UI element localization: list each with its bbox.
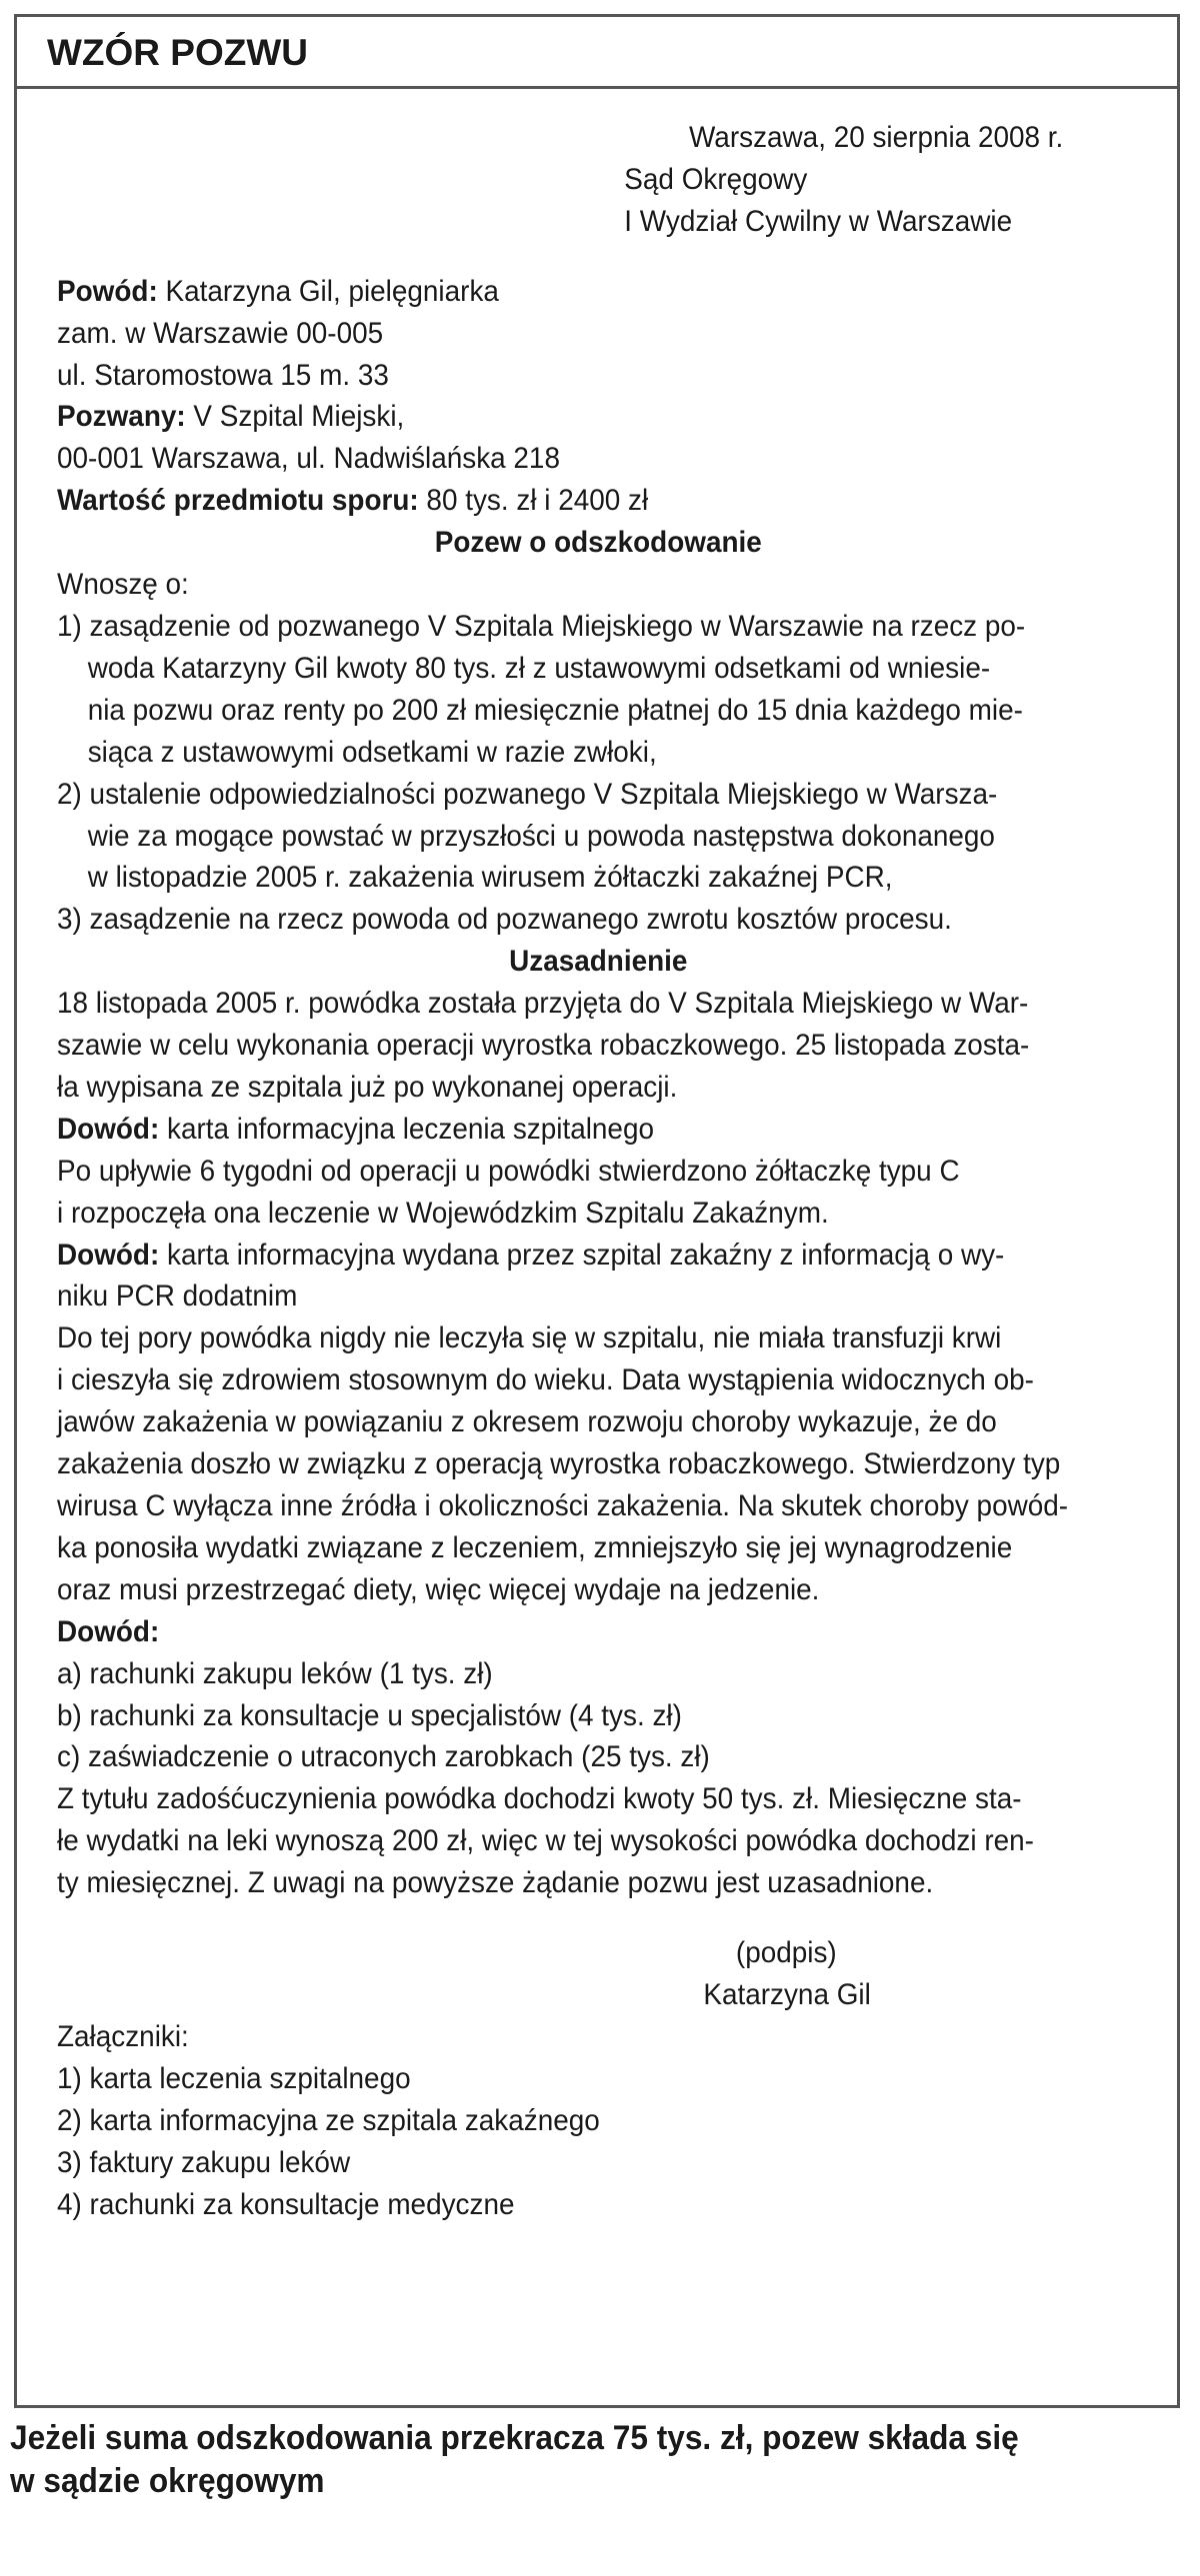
justification-p1-line-1: 18 listopada 2005 r. powódka została przyjęta do V Szpitala Miejskiego w War- — [57, 987, 1029, 1021]
plaintiff-line — [57, 271, 1140, 313]
claim-3-line-1: 3) zasądzenie na rzecz powoda od pozwanego zwrotu kosztów procesu. — [57, 903, 952, 937]
claim-1-line-2: woda Katarzyny Gil kwoty 80 tys. zł z ustawowymi odsetkami od wniesie- — [87, 651, 991, 685]
dispute-value: 80 tys. zł i 2400 zł — [418, 484, 649, 518]
justification-p3-line-5: wirusa C wyłącza inne źródła i okoliczności zakażenia. Na skutek choroby powód- — [57, 1489, 1069, 1522]
plaintiff-address-2: ul. Staromostowa 15 m. 33 — [57, 358, 389, 392]
plaintiff-value: Katarzyna Gil, pielęgniarka — [157, 274, 499, 308]
claim-1-line-3: nia pozwu oraz renty po 200 zł miesięcznie płatnej do 15 dnia każdego mie- — [87, 693, 1023, 727]
evidence-item: a) rachunki zakupu leków (1 tys. zł) — [57, 1656, 493, 1690]
dispute-value-line — [57, 480, 1140, 522]
signature-placeholder: (podpis) — [735, 1936, 837, 1970]
attachment-item: 2) karta informacyjna ze szpitala zakaźnego — [57, 2103, 600, 2137]
attachment-item: 3) faktury zakupu leków — [57, 2145, 351, 2179]
evidence-item: c) zaświadczenie o utraconych zarobkach (25 tys. zł) — [57, 1740, 710, 1774]
evidence-1-line — [57, 1109, 1140, 1151]
attachment-item: 1) karta leczenia szpitalnego — [57, 2061, 411, 2095]
justification-p4-line-3: ty miesięcznej. Z uwagi na powyższe żądanie pozwu jest uzasadnione. — [57, 1866, 934, 1900]
evidence-2-line-1 — [57, 1235, 1140, 1277]
claim-2-line-2: wie za mogące powstać w przyszłości u powoda następstwa dokonanego — [87, 819, 995, 853]
dispute-value-label: Wartość przedmiotu sporu: — [57, 484, 419, 518]
evidence-1-text: karta informacyjna leczenia szpitalnego — [159, 1112, 654, 1146]
evidence-2-line-2: niku PCR dodatnim — [57, 1280, 298, 1313]
document-title: WZÓR POZWU — [47, 31, 309, 73]
plaintiff-address-1: zam. w Warszawie 00-005 — [57, 316, 384, 350]
justification-p2-line-1: Po upływie 6 tygodni od operacji u powódki stwierdzono żółtaczkę typu C — [57, 1154, 960, 1188]
evidence-3-label: Dowód: — [57, 1614, 160, 1648]
justification-p3-line-1: Do tej pory powódka nigdy nie leczyła się w szpitalu, nie miała transfuzji krwi — [57, 1321, 1002, 1355]
defendant-address: 00-001 Warszawa, ul. Nadwiślańska 218 — [57, 442, 560, 476]
justification-p3-line-2: i cieszyła się zdrowiem stosownym do wieku. Data wystąpienia widocznych ob- — [57, 1363, 1034, 1397]
defendant-value: V Szpital Miejski, — [185, 400, 405, 434]
evidence-2-text: karta informacyjna wydana przez szpital zakaźny z informacją o wy- — [159, 1238, 1005, 1272]
footer-line-1: Jeżeli suma odszkodowania przekracza 75 tys. zł, pozew składa się — [10, 2419, 1019, 2457]
attachments-label: Załączniki: — [57, 2019, 189, 2053]
footer-note — [10, 2417, 1107, 2503]
justification-p3-line-4: zakażenia doszło w związku z operacją wyrostka robaczkowego. Stwierdzony typ — [57, 1447, 1061, 1481]
justification-p3-line-6: ka ponosiła wydatki związane z leczeniem, zmniejszyło się jej wynagrodzenie — [57, 1530, 1013, 1564]
evidence-2-label: Dowód: — [57, 1238, 160, 1272]
claim-1-line-1: 1) zasądzenie od pozwanego V Szpitala Miejskiego w Warszawie na rzecz po- — [57, 609, 1026, 643]
evidence-3-label-line — [57, 1611, 1140, 1653]
court-name: Sąd Okręgowy — [624, 162, 808, 196]
justification-p4-line-1: Z tytułu zadośćuczynienia powódka dochodzi kwoty 50 tys. zł. Miesięczne sta- — [57, 1782, 1022, 1816]
justification-p1-line-2: szawie w celu wykonania operacji wyrostka robaczkowego. 25 listopada zosta- — [57, 1029, 1030, 1063]
defendant-line — [57, 396, 1140, 438]
justification-p1-line-3: ła wypisana ze szpitala już po wykonanej operacji. — [57, 1070, 678, 1104]
evidence-1-label: Dowód: — [57, 1112, 160, 1146]
attachment-item: 4) rachunki za konsultacje medyczne — [57, 2187, 515, 2221]
claim-2-line-3: w listopadzie 2005 r. zakażenia wirusem żółtaczki zakaźnej PCR, — [87, 861, 893, 895]
footer-line-2: w sądzie okręgowym — [10, 2462, 325, 2500]
claim-2-line-1: 2) ustalenie odpowiedzialności pozwanego V Szpitala Miejskiego w Warsza- — [57, 777, 998, 811]
date-line: Warszawa, 20 sierpnia 2008 r. — [689, 121, 1064, 154]
claim-intro: Wnoszę o: — [57, 568, 189, 602]
justification-heading: Uzasadnienie — [509, 945, 688, 979]
document-frame — [14, 14, 1180, 2408]
evidence-item: b) rachunki za konsultacje u specjalistów (4 tys. zł) — [57, 1698, 682, 1732]
plaintiff-label: Powód: — [57, 274, 158, 308]
court-division: I Wydział Cywilny w Warszawie — [624, 204, 1013, 238]
document-body — [57, 89, 1140, 2225]
justification-p3-line-3: jawów zakażenia w powiązaniu z okresem rozwoju choroby wykazuje, że do — [57, 1405, 997, 1439]
justification-p3-line-7: oraz musi przestrzegać diety, więc więcej wydaje na jedzenie. — [57, 1572, 820, 1606]
signer-name: Katarzyna Gil — [703, 1977, 871, 2011]
claim-heading: Pozew o odszkodowanie — [434, 526, 762, 560]
claim-1-line-4: siąca z ustawowymi odsetkami w razie zwłoki, — [87, 735, 657, 769]
justification-p2-line-2: i rozpoczęła ona leczenie w Wojewódzkim Szpitalu Zakaźnym. — [57, 1196, 829, 1230]
title-bar — [17, 17, 1177, 89]
defendant-label: Pozwany: — [57, 400, 186, 434]
justification-p4-line-2: łe wydatki na leki wynoszą 200 zł, więc w tej wysokości powódka dochodzi ren- — [57, 1824, 1034, 1858]
